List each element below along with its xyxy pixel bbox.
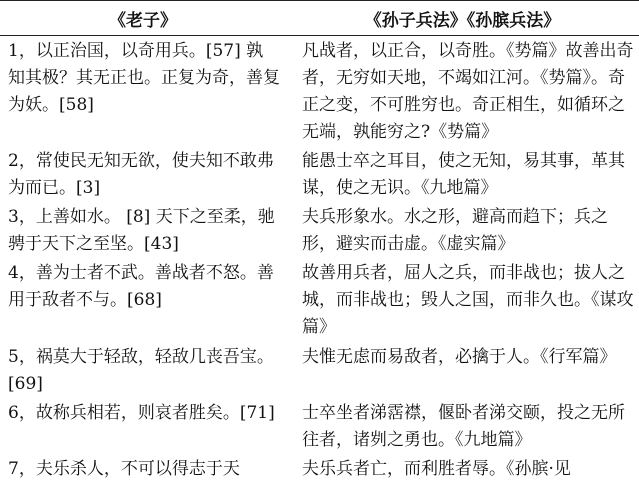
table-row <box>0 258 639 342</box>
sunzi-cell: 故善用兵者，屈人之兵，而非战也；拔人之城，而非战也；毁人之国，而非久也。《谋攻篇》 <box>302 263 634 337</box>
laozi-cell: 3，上善如水。 [8] 天下之至柔，驰骋于天下之至坚。[43] <box>8 207 275 254</box>
laozi-cell: 4，善为士者不武。善战者不怒。善用于敌者不与。[68] <box>8 263 274 310</box>
table-row <box>0 36 639 147</box>
table-header-row <box>0 1 639 36</box>
sunzi-cell: 士卒坐者涕霑襟，偃卧者涕交颐，投之无所往者，诸刿之勇也。《九地篇》 <box>302 403 625 450</box>
sunzi-cell: 凡战者，以正合，以奇胜。《势篇》故善出奇者，无穷如天地，不竭如江河。《势篇》。奇正之变，不可胜穷也。奇正相生，如循环之无端，孰能穷之?《势篇》 <box>302 41 634 142</box>
laozi-cell: 7，夫乐杀人，不可以得志于天 <box>8 459 240 479</box>
table-row <box>0 342 639 398</box>
laozi-cell: 2，常使民无知无欲，使夫知不敢弗为而已。[3] <box>8 151 274 198</box>
sunzi-cell: 夫兵形象水。水之形，避高而趋下；兵之形，避实而击虚。《虚实篇》 <box>302 207 608 254</box>
laozi-cell: 1，以正治国，以奇用兵。[57] 孰知其极？其无正也。正复为奇，善复为妖。[58] <box>8 41 280 115</box>
laozi-cell: 6，故称兵相若，则哀者胜矣。[71] <box>8 403 275 423</box>
sunzi-cell: 能愚士卒之耳目，使之无知，易其事，革其谋，使之无识。《九地篇》 <box>302 151 625 198</box>
header-laozi: 《老子》 <box>0 1 286 36</box>
table-row <box>0 454 639 492</box>
sunzi-cell: 夫乐兵者亡，而利胜者辱。《孙膑·见 <box>302 459 571 479</box>
laozi-cell: 5，祸莫大于轻敌，轻敌几丧吾宝。[69] <box>8 347 274 394</box>
table-row <box>0 398 639 454</box>
header-sunzi-sunbin: 《孙子兵法》《孙膑兵法》 <box>286 1 639 36</box>
table-row <box>0 146 639 202</box>
sunzi-cell: 夫惟无虑而易敌者，必擒于人。《行军篇》 <box>302 347 617 367</box>
table-row <box>0 202 639 258</box>
